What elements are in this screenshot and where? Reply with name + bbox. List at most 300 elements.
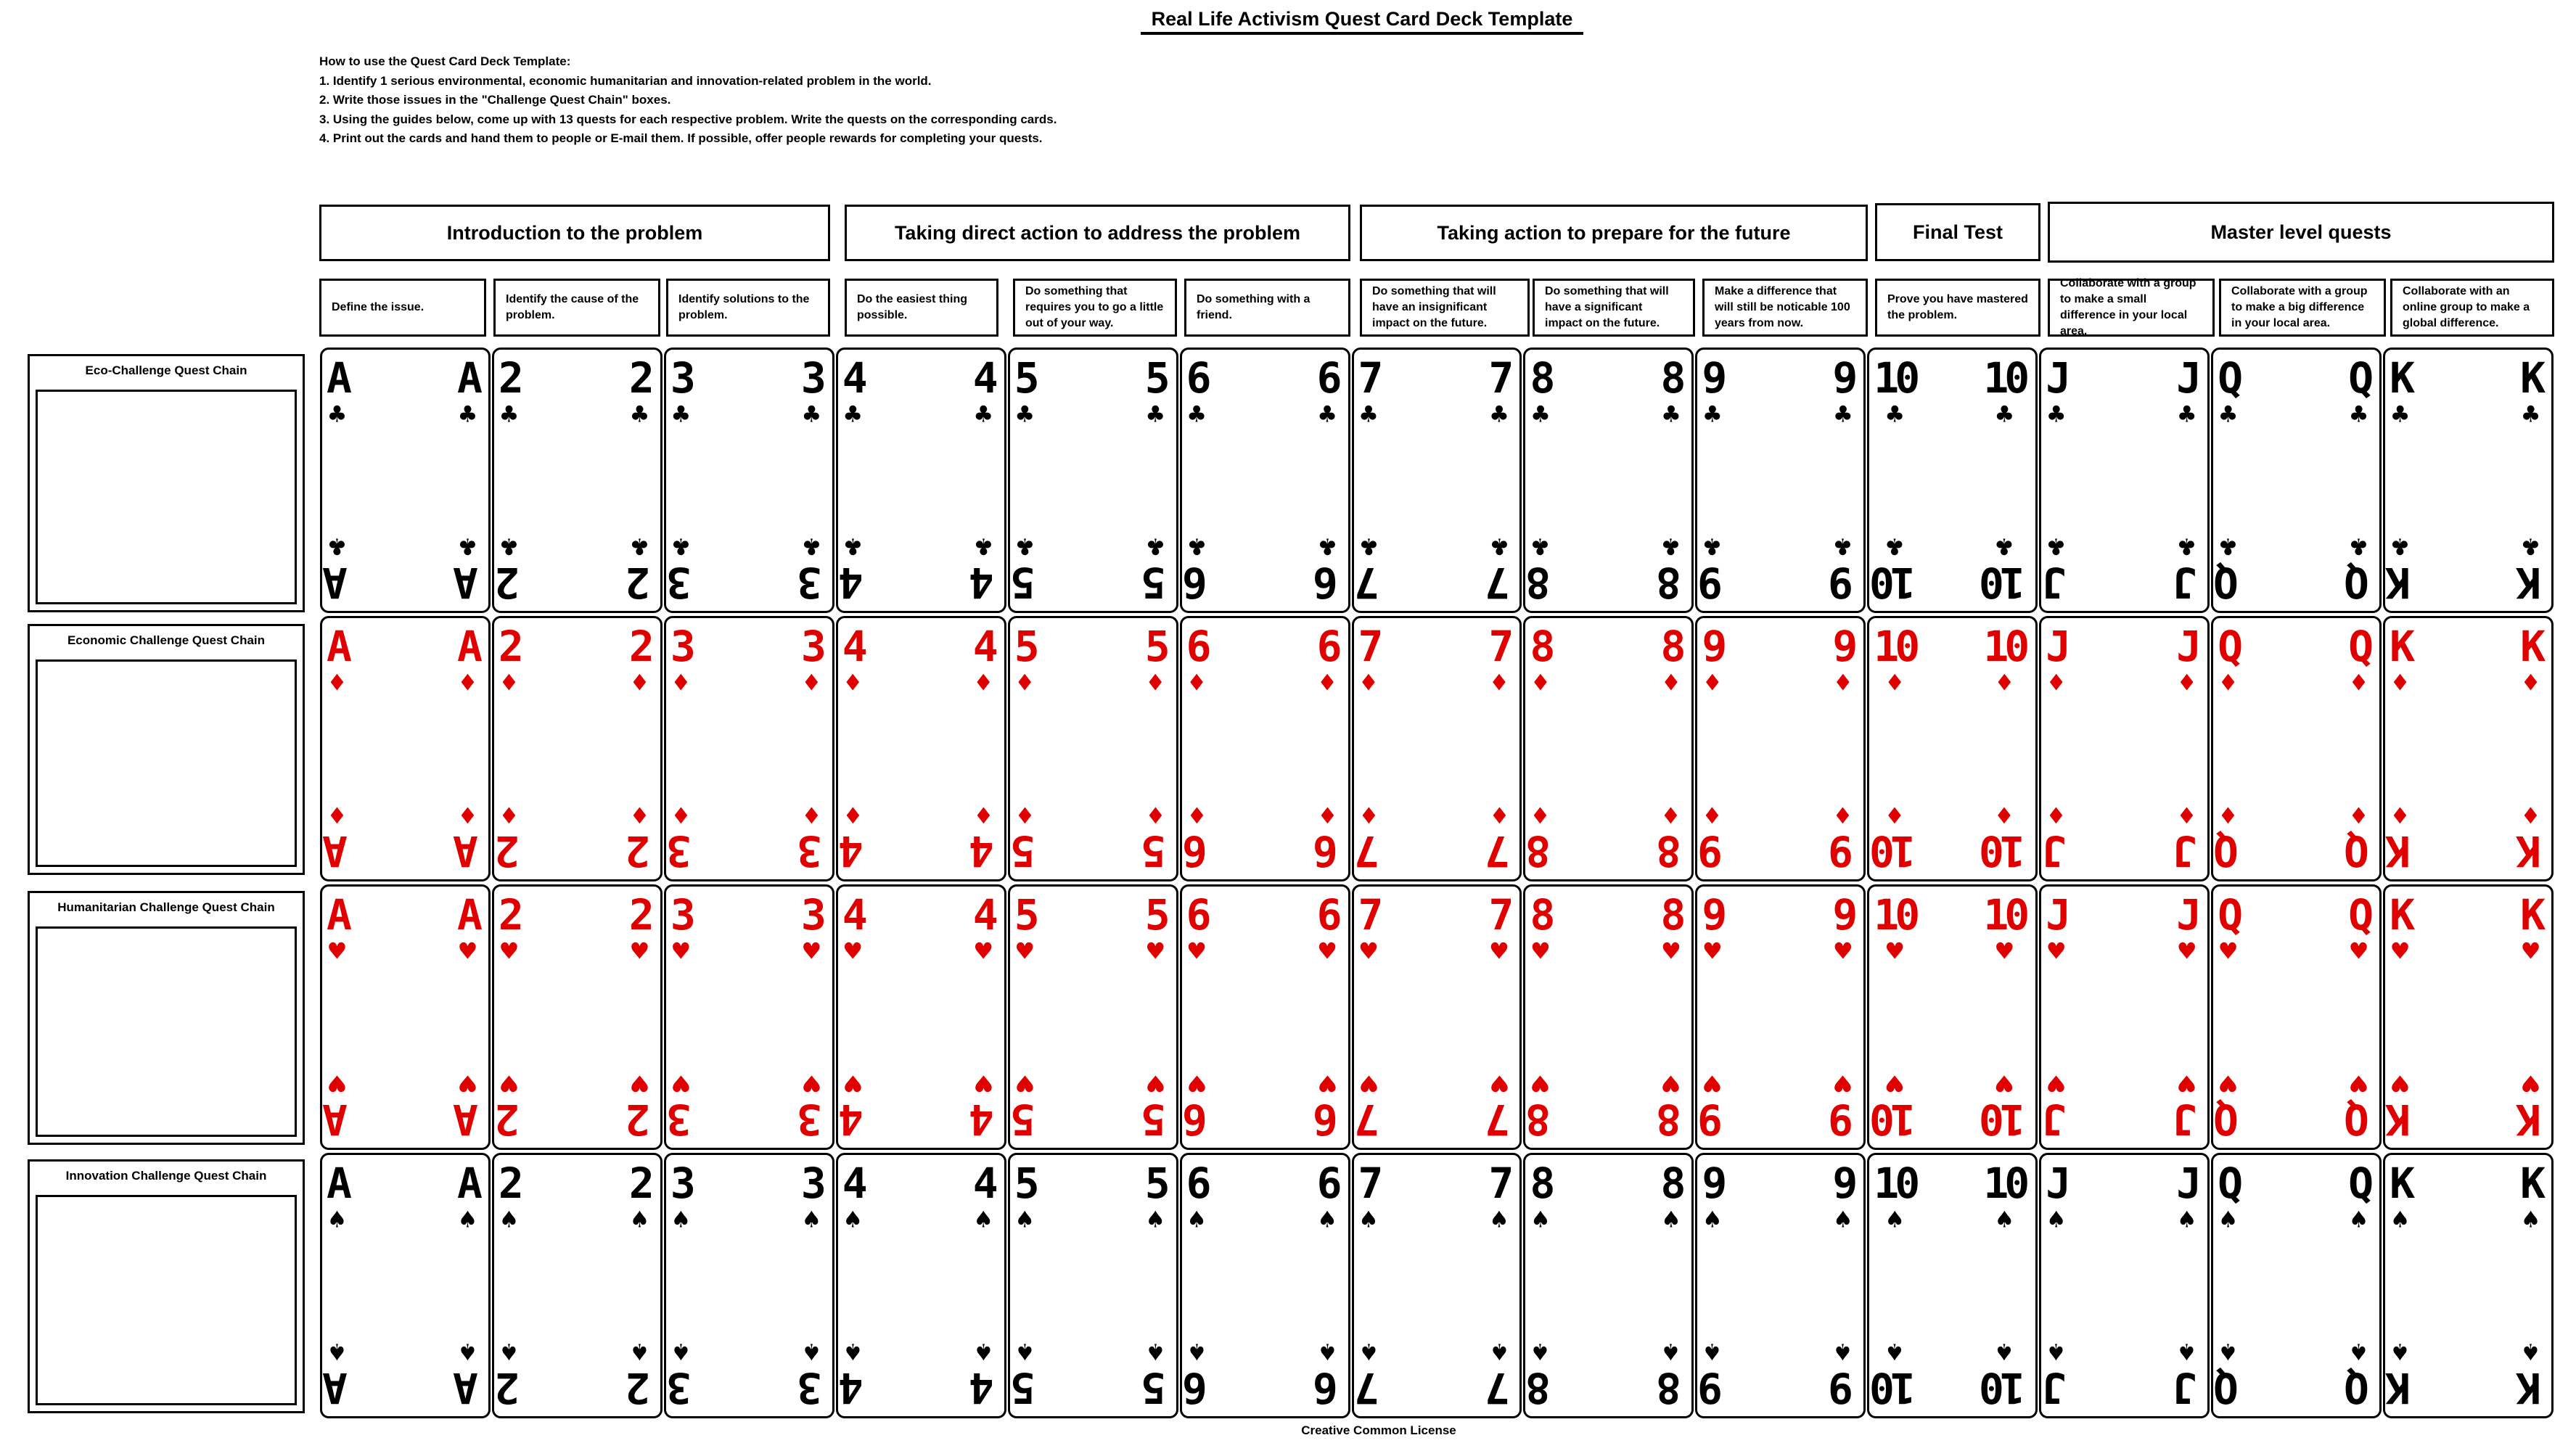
card-corner-index (2348, 1159, 2370, 1236)
card-suit-icon: ♣ (1886, 398, 1903, 430)
card-rank: 6 (1316, 558, 1338, 607)
card-suit-icon: ♥ (2178, 1067, 2196, 1099)
card-suit-icon: ♣ (2048, 398, 2065, 430)
card-corner-index (2348, 1067, 2370, 1144)
card-corner-index (628, 622, 650, 699)
card-suit-icon: ♠ (1662, 1336, 1680, 1368)
card-corner-index (1316, 530, 1338, 607)
card-suit-icon: ♦ (631, 667, 648, 699)
card-corner-index (327, 622, 348, 699)
quest-card[interactable] (2383, 616, 2554, 881)
card-rank: 4 (842, 558, 864, 607)
card-corner-index (498, 890, 520, 967)
card-corner-index (2176, 1067, 2198, 1144)
card-rank: 2 (498, 558, 520, 607)
card-suit-icon: ♦ (2392, 799, 2408, 831)
card-suit-icon: ♥ (1016, 1067, 1033, 1099)
card-corner-index (670, 1159, 692, 1236)
quest-card[interactable] (1352, 1153, 1522, 1418)
quest-card[interactable] (836, 348, 1006, 613)
card-corner-index (1316, 890, 1338, 967)
stage-header-master: Master level quests (2048, 202, 2554, 263)
card-corner-index (1983, 530, 2026, 607)
card-rank: J (2046, 558, 2067, 607)
card-suit-icon: ♥ (672, 935, 689, 967)
card-suit-icon: ♥ (1662, 1067, 1680, 1099)
card-suit-icon: ♦ (1995, 667, 2013, 699)
card-suit-icon: ♣ (1995, 398, 2013, 430)
card-suit-icon: ♣ (329, 398, 345, 430)
card-corner-index (2046, 530, 2067, 607)
card-suit-icon: ♦ (2522, 667, 2539, 699)
card-corner-index (1358, 890, 1379, 967)
quest-card[interactable] (1008, 348, 1178, 613)
card-corner-index (1702, 799, 1723, 876)
quest-card[interactable] (1523, 884, 1694, 1150)
card-rank: 8 (1660, 1159, 1682, 1208)
card-rank: 8 (1660, 890, 1682, 940)
card-rank: K (2390, 1363, 2411, 1413)
quest-card[interactable] (2383, 884, 2554, 1150)
card-corner-index (1186, 1336, 1207, 1413)
card-corner-index (1660, 1336, 1682, 1413)
guide-box: Do something that will have a significant impact on the future. (1533, 279, 1695, 337)
card-corner-index (2390, 1159, 2411, 1236)
card-corner-index (1488, 1336, 1510, 1413)
quest-card[interactable] (1695, 616, 1866, 881)
quest-card[interactable] (1867, 616, 2038, 881)
quest-card[interactable] (1180, 884, 1350, 1150)
card-rank: 9 (1702, 353, 1723, 403)
card-suit-icon: ♣ (672, 530, 689, 562)
card-corner-index (2348, 890, 2370, 967)
card-corner-index (1702, 1336, 1723, 1413)
card-rank: 10 (1874, 826, 1916, 876)
card-corner-index (1983, 622, 2026, 699)
card-rank: A (457, 558, 478, 607)
quest-card[interactable] (1695, 1153, 1866, 1418)
card-corner-index (1660, 890, 1682, 967)
card-corner-index (1702, 890, 1723, 967)
card-rank: 7 (1488, 622, 1510, 671)
card-corner-index (2390, 1336, 2411, 1413)
card-suit-icon: ♣ (1318, 530, 1336, 562)
card-suit-icon: ♦ (1318, 667, 1336, 699)
card-rank: 10 (1983, 558, 2026, 607)
card-suit-icon: ♥ (975, 1067, 992, 1099)
quest-card[interactable] (2211, 1153, 2382, 1418)
card-rank: 8 (1660, 826, 1682, 876)
quest-card[interactable] (664, 616, 834, 881)
card-rank: 2 (628, 826, 650, 876)
card-suit-icon: ♠ (1704, 1336, 1721, 1368)
card-rank: Q (2218, 1095, 2239, 1144)
card-suit-icon: ♦ (2522, 799, 2539, 831)
card-rank: A (457, 1095, 478, 1144)
quest-card[interactable] (492, 348, 663, 613)
card-suit-icon: ♣ (2392, 398, 2408, 430)
card-rank: 7 (1358, 1095, 1379, 1144)
card-corner-index (1832, 622, 1854, 699)
quest-card[interactable] (1352, 884, 1522, 1150)
card-rank: K (2520, 622, 2541, 671)
eco-challenge-chain (28, 354, 305, 612)
quest-card[interactable] (492, 1153, 663, 1418)
card-corner-index (972, 353, 994, 430)
card-rank: K (2390, 1095, 2411, 1144)
card-suit-icon: ♣ (1834, 398, 1852, 430)
card-corner-index (1186, 353, 1207, 430)
card-suit-icon: ♠ (1188, 1204, 1205, 1236)
card-suit-icon: ♥ (1360, 1067, 1377, 1099)
card-rank: Q (2218, 1363, 2239, 1413)
quest-card[interactable] (1523, 348, 1694, 613)
card-corner-index (457, 530, 478, 607)
card-corner-index (2218, 890, 2239, 967)
card-rank: 2 (498, 353, 520, 403)
quest-card[interactable] (1180, 1153, 1350, 1418)
card-rank: K (2520, 558, 2541, 607)
card-suit-icon: ♦ (975, 667, 992, 699)
quest-card[interactable] (2211, 616, 2382, 881)
card-corner-index (1316, 1159, 1338, 1236)
card-corner-index (1144, 622, 1166, 699)
card-rank: 2 (498, 1363, 520, 1413)
card-suit-icon: ♣ (1704, 398, 1721, 430)
quest-card[interactable] (664, 348, 834, 613)
card-corner-index (2390, 353, 2411, 430)
card-corner-index (457, 890, 478, 967)
card-rank: 3 (800, 353, 822, 403)
card-suit-icon: ♠ (2178, 1336, 2196, 1368)
card-rank: 10 (1874, 890, 1916, 940)
card-rank: 10 (1983, 890, 2026, 940)
card-corner-index (327, 1067, 348, 1144)
card-corner-index (800, 1159, 822, 1236)
card-rank: Q (2348, 890, 2370, 940)
card-rank: 5 (1014, 1095, 1035, 1144)
card-corner-index (457, 1336, 478, 1413)
card-suit-icon: ♣ (1834, 530, 1852, 562)
card-rank: A (327, 622, 348, 671)
card-suit-icon: ♠ (329, 1336, 345, 1368)
card-corner-index (1488, 1067, 1510, 1144)
quest-card[interactable] (1695, 348, 1866, 613)
card-rank: 9 (1702, 1159, 1723, 1208)
card-corner-index (1660, 622, 1682, 699)
card-corner-index (2046, 622, 2067, 699)
card-suit-icon: ♠ (2392, 1336, 2408, 1368)
card-rank: 9 (1702, 890, 1723, 940)
quest-card[interactable] (2039, 1153, 2210, 1418)
card-corner-index (1144, 353, 1166, 430)
card-rank: Q (2348, 1095, 2370, 1144)
quest-card[interactable] (836, 616, 1006, 881)
card-rank: 5 (1144, 353, 1166, 403)
quest-card[interactable] (492, 616, 663, 881)
card-corner-index (628, 799, 650, 876)
card-corner-index (2046, 1067, 2067, 1144)
card-rank: 3 (670, 353, 692, 403)
card-rank: 8 (1530, 558, 1551, 607)
card-suit-icon: ♥ (2392, 935, 2408, 967)
card-suit-icon: ♦ (1532, 799, 1549, 831)
quest-card[interactable] (2211, 348, 2382, 613)
card-corner-index (2520, 1159, 2541, 1236)
card-rank: 6 (1316, 622, 1338, 671)
card-rank: Q (2218, 890, 2239, 940)
card-corner-index (1014, 622, 1035, 699)
card-suit-icon: ♣ (2048, 530, 2065, 562)
card-corner-index (2176, 530, 2198, 607)
card-corner-index (842, 1067, 864, 1144)
card-rank: 9 (1832, 1363, 1854, 1413)
card-suit-icon: ♥ (1532, 935, 1549, 967)
card-suit-icon: ♥ (2392, 1067, 2408, 1099)
card-suit-icon: ♥ (1147, 935, 1164, 967)
card-corner-index (1983, 890, 2026, 967)
quest-card[interactable] (2211, 884, 2382, 1150)
card-rank: 9 (1702, 826, 1723, 876)
card-corner-index (2218, 1067, 2239, 1144)
card-suit-icon: ♣ (2392, 530, 2408, 562)
card-corner-index (2176, 890, 2198, 967)
card-suit-icon: ♥ (2048, 1067, 2065, 1099)
quest-card[interactable] (1008, 1153, 1178, 1418)
card-rank: 4 (842, 353, 864, 403)
quest-card[interactable] (2039, 348, 2210, 613)
card-rank: J (2176, 353, 2198, 403)
card-suit-icon: ♥ (844, 1067, 861, 1099)
card-corner-index (1660, 799, 1682, 876)
card-rank: 3 (800, 622, 822, 671)
card-suit-icon: ♦ (1318, 799, 1336, 831)
card-corner-index (1832, 353, 1854, 430)
card-suit-icon: ♦ (2048, 667, 2065, 699)
card-suit-icon: ♦ (2220, 667, 2237, 699)
card-rank: K (2390, 558, 2411, 607)
card-rank: Q (2348, 622, 2370, 671)
card-rank: 9 (1832, 826, 1854, 876)
card-corner-index (1144, 530, 1166, 607)
quest-card[interactable] (492, 884, 663, 1150)
card-corner-index (1874, 1067, 1916, 1144)
card-suit-icon: ♦ (1532, 667, 1549, 699)
card-suit-icon: ♣ (1360, 530, 1377, 562)
chain-input-area[interactable] (36, 1195, 297, 1405)
card-rank: 5 (1014, 1159, 1035, 1208)
card-rank: 10 (1983, 826, 2026, 876)
card-corner-index (1530, 799, 1551, 876)
card-suit-icon: ♦ (2350, 667, 2368, 699)
card-suit-icon: ♠ (631, 1336, 648, 1368)
card-corner-index (2520, 799, 2541, 876)
card-rank: 8 (1660, 622, 1682, 671)
card-suit-icon: ♥ (1886, 1067, 1903, 1099)
card-rank: Q (2218, 826, 2239, 876)
card-corner-index (457, 622, 478, 699)
card-rank: 3 (670, 1095, 692, 1144)
card-suit-icon: ♠ (1318, 1336, 1336, 1368)
card-rank: A (327, 1095, 348, 1144)
card-suit-icon: ♥ (459, 935, 476, 967)
card-suit-icon: ♠ (1995, 1336, 2013, 1368)
card-suit-icon: ♠ (2522, 1336, 2539, 1368)
card-suit-icon: ♥ (1704, 935, 1721, 967)
card-suit-icon: ♥ (2220, 935, 2237, 967)
card-corner-index (972, 1336, 994, 1413)
card-corner-index (842, 622, 864, 699)
card-corner-index (2218, 353, 2239, 430)
card-corner-index (972, 1159, 994, 1236)
card-rank: 4 (972, 890, 994, 940)
card-suit-icon: ♥ (500, 935, 517, 967)
card-suit-icon: ♠ (2178, 1204, 2196, 1236)
card-rank: 5 (1144, 890, 1166, 940)
card-suit-icon: ♥ (844, 935, 861, 967)
card-suit-icon: ♥ (631, 1067, 648, 1099)
quest-card[interactable] (664, 1153, 834, 1418)
card-corner-index (1874, 1159, 1916, 1236)
card-rank: A (457, 826, 478, 876)
instructions (319, 52, 1057, 149)
chain-label: Eco-Challenge Quest Chain (85, 363, 247, 377)
card-corner-index (1358, 1067, 1379, 1144)
card-rank: 3 (800, 1363, 822, 1413)
quest-card[interactable] (1008, 616, 1178, 881)
card-corner-index (457, 799, 478, 876)
quest-card[interactable] (1867, 884, 2038, 1150)
quest-card[interactable] (836, 884, 1006, 1150)
card-suit-icon: ♣ (1886, 530, 1903, 562)
quest-card[interactable] (1523, 1153, 1694, 1418)
guide-box: Identify the cause of the problem. (493, 279, 660, 337)
card-rank: 4 (972, 1159, 994, 1208)
card-suit-icon: ♣ (2220, 530, 2237, 562)
card-suit-icon: ♠ (1147, 1336, 1164, 1368)
card-rank: 2 (628, 558, 650, 607)
card-rank: 3 (670, 622, 692, 671)
card-corner-index (1186, 1159, 1207, 1236)
card-suit-icon: ♠ (1532, 1204, 1549, 1236)
card-suit-icon: ♥ (1995, 1067, 2013, 1099)
card-rank: J (2046, 353, 2067, 403)
card-rank: 2 (628, 1159, 650, 1208)
card-suit-icon: ♠ (459, 1336, 476, 1368)
instruction-step: 4. Print out the cards and hand them to people or E-mail them. If possible, offer people rewards for completing your quests. (319, 131, 1043, 145)
card-corner-index (1832, 1336, 1854, 1413)
quest-card[interactable] (1695, 884, 1866, 1150)
card-corner-index (498, 1067, 520, 1144)
quest-card[interactable] (1352, 348, 1522, 613)
card-corner-index (800, 622, 822, 699)
stage-header-direct-action: Taking direct action to address the problem (845, 205, 1350, 261)
quest-card[interactable] (1180, 616, 1350, 881)
card-rank: 7 (1358, 1159, 1379, 1208)
card-rank: Q (2218, 1159, 2239, 1208)
card-corner-index (972, 622, 994, 699)
card-corner-index (2176, 1336, 2198, 1413)
quest-card[interactable] (1352, 616, 1522, 881)
card-corner-index (800, 799, 822, 876)
chain-input-area[interactable] (36, 390, 297, 604)
quest-card[interactable] (664, 884, 834, 1150)
card-corner-index (628, 1067, 650, 1144)
chain-input-area[interactable] (36, 926, 297, 1137)
card-suit-icon: ♣ (1318, 398, 1336, 430)
card-corner-index (2176, 353, 2198, 430)
card-suit-icon: ♣ (844, 530, 861, 562)
card-corner-index (972, 1067, 994, 1144)
quest-card[interactable] (1867, 348, 2038, 613)
card-corner-index (1983, 799, 2026, 876)
quest-card[interactable] (2039, 884, 2210, 1150)
card-corner-index (628, 1336, 650, 1413)
card-suit-icon: ♦ (844, 799, 861, 831)
card-suit-icon: ♣ (631, 398, 648, 430)
quest-card[interactable] (2383, 1153, 2554, 1418)
license-footer: Creative Common License (1301, 1423, 1456, 1437)
card-rank: 10 (1874, 622, 1916, 671)
card-corner-index (1488, 890, 1510, 967)
quest-card[interactable] (1523, 616, 1694, 881)
card-corner-index (670, 622, 692, 699)
quest-card[interactable] (1008, 884, 1178, 1150)
card-suit-icon: ♦ (1490, 799, 1508, 831)
quest-card[interactable] (320, 616, 491, 881)
guide-box: Do something that requires you to go a little out of your way. (1013, 279, 1177, 337)
card-corner-index (1014, 530, 1035, 607)
card-corner-index (498, 530, 520, 607)
card-suit-icon: ♦ (803, 799, 820, 831)
quest-card[interactable] (2383, 348, 2554, 613)
card-corner-index (1316, 799, 1338, 876)
quest-card[interactable] (320, 348, 491, 613)
quest-card[interactable] (836, 1153, 1006, 1418)
card-suit-icon: ♥ (2522, 935, 2539, 967)
quest-card[interactable] (1180, 348, 1350, 613)
card-rank: J (2046, 1095, 2067, 1144)
card-suit-icon: ♣ (672, 398, 689, 430)
card-suit-icon: ♠ (1834, 1204, 1852, 1236)
card-corner-index (842, 799, 864, 876)
chain-input-area[interactable] (36, 659, 297, 867)
card-rank: 4 (842, 890, 864, 940)
card-suit-icon: ♥ (329, 1067, 345, 1099)
card-rank: 7 (1488, 890, 1510, 940)
card-suit-icon: ♦ (1360, 667, 1377, 699)
card-suit-icon: ♥ (1834, 1067, 1852, 1099)
card-suit-icon: ♣ (975, 530, 992, 562)
economic-challenge-chain (28, 624, 305, 875)
card-corner-index (1144, 1159, 1166, 1236)
stage-header-introduction: Introduction to the problem (319, 205, 830, 261)
card-corner-index (2218, 530, 2239, 607)
card-corner-index (2046, 890, 2067, 967)
card-rank: 5 (1014, 558, 1035, 607)
quest-card[interactable] (2039, 616, 2210, 881)
card-corner-index (327, 799, 348, 876)
card-suit-icon: ♦ (1886, 799, 1903, 831)
card-suit-icon: ♠ (1834, 1336, 1852, 1368)
quest-card[interactable] (320, 1153, 491, 1418)
quest-card[interactable] (320, 884, 491, 1150)
quest-card[interactable] (1867, 1153, 2038, 1418)
card-corner-index (670, 1336, 692, 1413)
card-suit-icon: ♦ (1490, 667, 1508, 699)
card-corner-index (2218, 622, 2239, 699)
card-rank: 5 (1014, 353, 1035, 403)
